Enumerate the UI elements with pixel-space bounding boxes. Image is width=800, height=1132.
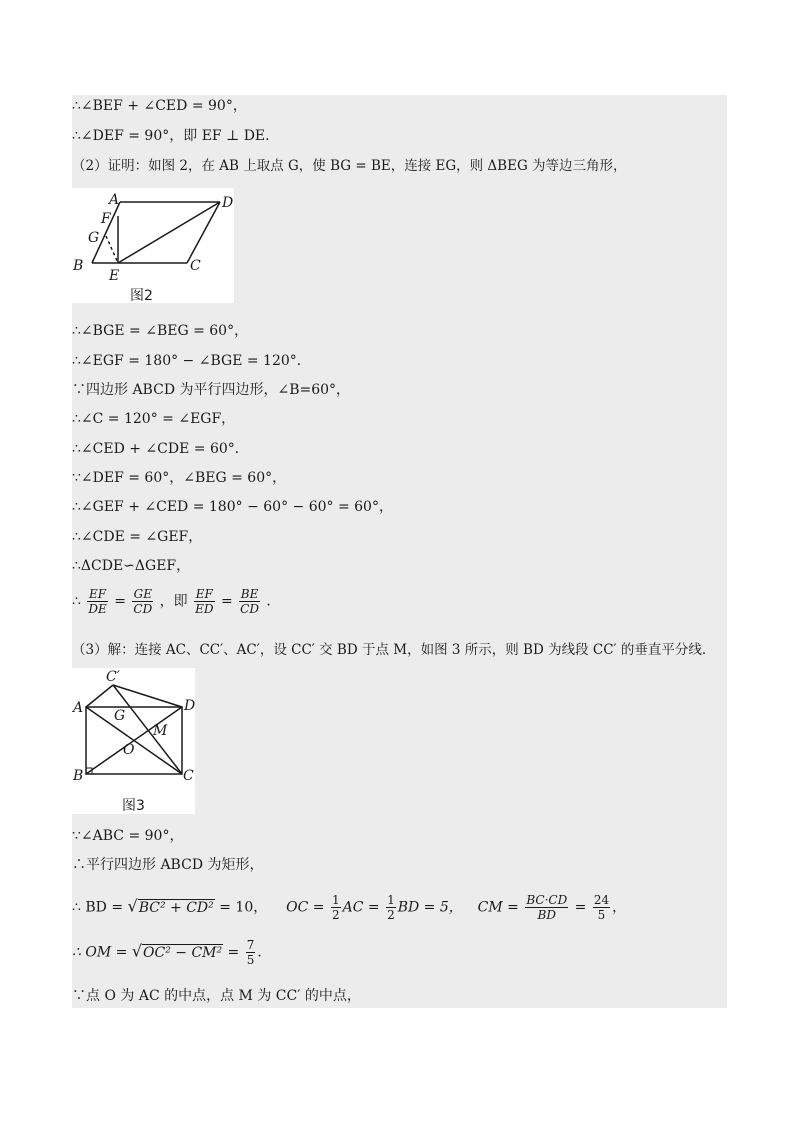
text-segment: ．	[257, 944, 272, 961]
therefore-symbol: ∴	[72, 593, 81, 610]
text-line: ∵∠DEF = 60°，∠BEG = 60°，	[72, 470, 287, 486]
text-line: ∵∠ABC = 90°，	[72, 828, 184, 844]
fraction: $\frac{1}{2}$	[387, 893, 395, 922]
text-line: ∴∠C = 120° = ∠EGF，	[72, 411, 236, 427]
radical-sign: √	[127, 896, 138, 916]
fraction: $\frac{EF}{DE}$	[88, 587, 107, 616]
figure-2-diagram	[72, 188, 234, 303]
equals-sign: =	[570, 899, 591, 916]
label-c: C	[183, 768, 194, 784]
bd-oc-cm-line	[72, 893, 626, 922]
fraction: $\frac{24}{5}$	[593, 893, 610, 922]
figure-3	[72, 668, 195, 814]
equals-sign: =	[114, 593, 126, 610]
fraction: $\frac{GE}{CD}$	[133, 587, 153, 616]
om-line	[72, 938, 271, 967]
fraction: $\frac{1}{2}$	[331, 893, 340, 922]
label-f: F	[101, 211, 111, 227]
label-g: G	[114, 708, 126, 724]
text-line: ∴∠DEF = 90°，即 EF ⊥ DE．	[72, 128, 280, 144]
label-g: G	[88, 230, 100, 246]
label-a: A	[109, 192, 120, 208]
figure-2-caption: 图2	[130, 288, 153, 304]
text-segment: ．	[266, 593, 281, 610]
label-d: D	[222, 195, 234, 211]
text-segment: ，	[612, 899, 627, 916]
fraction: $\frac{BE}{CD}$	[240, 587, 259, 616]
figure-3-caption: 图3	[122, 798, 145, 814]
label-b: B	[73, 768, 84, 784]
label-b: B	[73, 258, 84, 274]
text-line: ∴∠CDE = ∠GEF，	[72, 529, 203, 545]
text-line: ∵点 O 为 AC 的中点，点 M 为 CC′ 的中点，	[72, 988, 361, 1004]
text-line: ∴∠EGF = 180° − ∠BGE = 120°．	[72, 353, 311, 369]
text-segment: ∴ OM =	[72, 944, 132, 961]
text-line: ∴平行四边形 ABCD 为矩形，	[72, 857, 264, 873]
text-segment: BD = 5，	[397, 899, 463, 916]
fraction: $\frac{BC\cdot CD}{BD}$	[526, 893, 568, 922]
label-o: O	[123, 742, 135, 758]
figure-2	[72, 188, 234, 303]
text-segment: ∴ BD =	[72, 899, 128, 916]
text-segment: = 10，	[214, 899, 268, 916]
text-segment: AC =	[342, 899, 385, 916]
label-d: D	[184, 698, 195, 714]
text-segment: OC =	[286, 899, 329, 916]
label-a: A	[73, 700, 84, 716]
label-e: E	[109, 268, 120, 284]
text-line: ∴∠BEF + ∠CED = 90°，	[72, 98, 247, 114]
radicand: OC² − CM²	[143, 944, 223, 961]
figure-3-diagram	[72, 668, 195, 814]
fraction: $\frac{7}{5}$	[246, 938, 255, 967]
radical-sign: √	[131, 941, 143, 961]
radicand: BC² + CD²	[138, 899, 214, 916]
equals-sign: =	[223, 944, 244, 961]
text-line: （3）解：连接 AC、CC′、AC′，设 CC′ 交 BD 于点 M，如图 3 所示，则 BD 为线段 CC′ 的垂直平分线．	[72, 642, 716, 658]
label-c: C	[190, 258, 201, 274]
text-line: （2）证明：如图 2，在 AB 上取点 G，使 BG = BE，连接 EG，则 ΔBEG 为等边三角形，	[72, 158, 627, 174]
text-line: ∴∠GEF + ∠CED = 180° − 60° − 60° = 60°，	[72, 499, 393, 515]
equals-sign: =	[220, 593, 233, 610]
text-line: ∴ΔCDE∽ΔGEF，	[72, 558, 191, 574]
fraction: $\frac{EF}{ED}$	[195, 587, 214, 616]
text-segment: ，即	[159, 593, 188, 610]
ratio-line	[72, 587, 280, 616]
label-m: M	[153, 723, 168, 739]
label-c-prime: C′	[106, 669, 120, 685]
text-line: ∴∠BGE = ∠BEG = 60°，	[72, 323, 249, 339]
text-line: ∵四边形 ABCD 为平行四边形，∠B=60°，	[72, 382, 351, 398]
text-line: ∴∠CED + ∠CDE = 60°．	[72, 441, 249, 457]
text-segment: CM =	[477, 899, 524, 916]
